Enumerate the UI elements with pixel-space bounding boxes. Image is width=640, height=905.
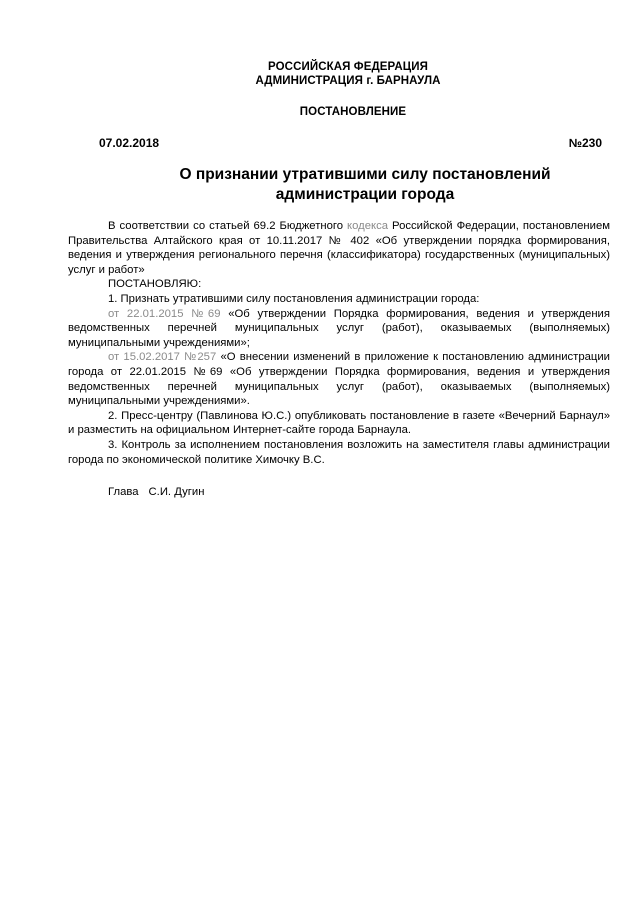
postanovlyayu-line: ПОСТАНОВЛЯЮ: [108, 278, 202, 291]
item-3: 3. Контроль за исполнением постановления возложить на заместителя главы администрации города по экономической политике Химочку В.С. [68, 438, 610, 466]
sub-item-2-reference: от 15.02.2017 №257 [108, 351, 217, 364]
sub-item-1 [68, 307, 610, 351]
document-type: ПОСТАНОВЛЕНИЕ [299, 106, 407, 118]
document-date: 07.02.2018 [99, 136, 160, 150]
intro-text-b: Российской Федерации, постановлением Правительства Алтайского края от 10.11.2017 № 402 «Об утверждении порядка формирования, ведения и утверждения регионального перечня (классификатора) государственных (муниципальных) услуг и работ» [68, 220, 610, 276]
document-number: №230 [568, 136, 602, 150]
header-administration: АДМИНИСТРАЦИЯ г. БАРНАУЛА [255, 75, 441, 87]
document-body [68, 219, 610, 467]
item-1: 1. Признать утратившими силу постановления администрации города: [108, 292, 480, 305]
sub-item-2-text: «О внесении изменений в приложение к постановлению администрации города от 22.01.2015 №69 «Об утверждении Порядка формирования, ведения и утверждения ведомственных перечней муниципальных услуг (работ), оказываемых (выполняемых) муниципальными учреждениями». [68, 351, 610, 408]
document-title-line-2: администрации города [275, 186, 455, 203]
signature-name: С.И. Дугин [148, 486, 205, 498]
sub-item-1-text: «Об утверждении Порядка формирования, ведения и утверждения ведомственных перечней муниципальных услуг (работ), оказываемых (выполняемых) муниципальными учреждениями»; [68, 307, 610, 349]
document-title-line-1: О признании утратившими силу постановлений [179, 166, 551, 183]
item-2: 2. Пресс-центру (Павлинова Ю.С.) опубликовать постановление в газете «Вечерний Барнаул» и разместить на официальном Интернет-сайте города Барнаула. [68, 409, 610, 437]
intro-kodeks-link: кодекса [347, 220, 389, 232]
header-country: РОССИЙСКАЯ ФЕДЕРАЦИЯ [268, 61, 428, 73]
sub-item-2 [68, 350, 610, 408]
sub-item-1-reference: от 22.01.2015 №69 [108, 307, 221, 320]
intro-text-a: В соответствии со статьей 69.2 Бюджетного [108, 220, 348, 232]
intro-paragraph [68, 219, 610, 277]
signature-position: Глава [108, 486, 139, 498]
signature-block [108, 486, 204, 498]
